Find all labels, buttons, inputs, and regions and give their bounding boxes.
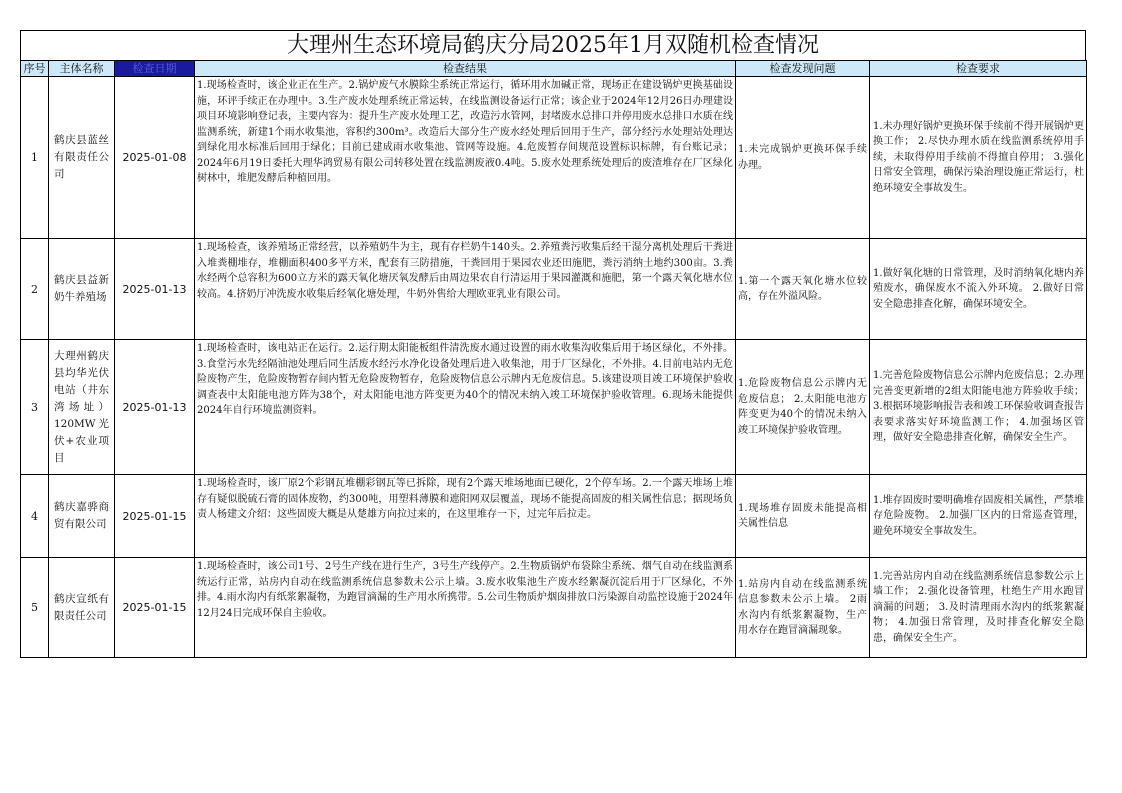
row-result: 1.现场检查时，该厂原2个彩钢瓦堆棚彩钢瓦等已拆除，现有2个露天堆场地面已硬化，2个停车场。2.一个露天堆场上堆存有疑似脱硫石膏的固体废物，约300吨，用塑料薄膜和遮阳网双层覆盖，现场不能提高固废的相关属性信息；据现场负责人杨建文介绍：这些固废大概是从楚雄方向拉过来的，在这里堆存一下，过完年后拉走。 [195,475,736,558]
table-row [21,239,1087,340]
row-issue: 1.未完成锅炉更换环保手续办理。 [736,77,870,239]
inspection-table [20,60,1087,658]
row-date: 2025-01-15 [115,475,195,558]
header-result: 检查结果 [195,61,736,77]
table-row [21,77,1087,239]
row-issue: 1.危险废物信息公示牌内无危废信息； 2.太阳能电池方阵变更为40个的情况未纳入竣工环境保护验收管理。 [736,340,870,475]
row-entity: 鹤庆县蓝丝有限责任公司 [49,77,115,239]
header-issue: 检查发现问题 [736,61,870,77]
header-date[interactable]: 检查日期 [115,61,195,77]
row-seq: 3 [21,340,49,475]
header-requirement: 检查要求 [870,61,1087,77]
row-requirement: 1.完善危险废物信息公示牌内危废信息；2.办理完善变更新增的2组太阳能电池方阵验收手续； 3.根据环境影响报告表和竣工环保验收调查报告表要求落实好环境监测工作； 4.加强场区管理，做好安全隐患排查化解，确保安全生产。 [870,340,1087,475]
table-row [21,558,1087,658]
row-result: 1.现场检查时，该公司1号、2号生产线在进行生产，3号生产线停产。2.生物质锅炉布袋除尘系统、烟气自动在线监测系统运行正常，站房内自动在线监测系统信息参数未公示上墙。3.废水收集池生产废水经絮凝沉淀后用于厂区绿化，不外排。4.雨水沟内有纸浆絮凝物，为跑冒滴漏的生产用水所携带。5.公司生物质炉烟囱排放口污染源自动监控设施于2024年12月24日完成环保自主验收。 [195,558,736,658]
row-requirement: 1.未办理好锅炉更换环保手续前不得开展锅炉更换工作； 2.尽快办理水质在线监测系统停用手续，未取得停用手续前不得擅自停用； 3.强化日常安全管理，确保污染治理设施正常运行，杜绝环境安全事故发生。 [870,77,1087,239]
row-date: 2025-01-08 [115,77,195,239]
table-header-row [21,61,1087,77]
table-row [21,475,1087,558]
row-seq: 1 [21,77,49,239]
row-requirement: 1.堆存固废时要明确堆存固废相关属性，严禁堆存危险废物。 2.加强厂区内的日常巡查管理，避免环境安全事故发生。 [870,475,1087,558]
row-entity: 鹤庆宣纸有限责任公司 [49,558,115,658]
row-seq: 2 [21,239,49,340]
table-row [21,340,1087,475]
page-title: 大理州生态环境局鹤庆分局2025年1月双随机检查情况 [20,30,1086,60]
row-date: 2025-01-13 [115,340,195,475]
header-seq: 序号 [21,61,49,77]
row-result: 1.现场检查，该养殖场正常经营，以养殖奶牛为主，现有存栏奶牛140头。2.养殖粪污收集后经干湿分离机处理后干粪进入堆粪棚堆存，堆棚面积400多平方米，配套有三防措施，干粪回用于果园农业还田施肥，粪污消纳土地约300亩。3.粪水经两个总容积为600立方米的露天氧化塘厌氧发酵后由周边果农自行清运用于果园灌溉和施肥，第一个露天氧化塘水位较高。4.挤奶厅冲洗废水收集后经氧化塘处理，牛奶外售给大理欧亚乳业有限公司。 [195,239,736,340]
inspection-sheet [20,30,1086,658]
row-issue: 1.现场堆存固废未能提高相关属性信息 [736,475,870,558]
row-requirement: 1.做好氧化塘的日常管理，及时消纳氧化塘内养殖废水，确保废水不流入外环境。 2.做好日常安全隐患排查化解，确保环境安全。 [870,239,1087,340]
row-date: 2025-01-15 [115,558,195,658]
row-issue: 1.第一个露天氧化塘水位较高，存在外溢风险。 [736,239,870,340]
row-issue: 1.站房内自动在线监测系统信息参数未公示上墙。 2雨水沟内有纸浆絮凝物，生产用水存在跑冒滴漏现象。 [736,558,870,658]
row-entity: 鹤庆县益新奶牛养殖场 [49,239,115,340]
row-requirement: 1.完善站房内自动在线监测系统信息参数公示上墙工作； 2.强化设备管理，杜绝生产用水跑冒滴漏的问题； 3.及时清理雨水沟内的纸浆絮凝物； 4.加强日常管理，及时排查化解安全隐患，确保安全生产。 [870,558,1087,658]
row-result: 1.现场检查时，该电站正在运行。2.运行期太阳能板组件清洗废水通过设置的雨水收集沟收集后用于场区绿化，不外排。3.食堂污水先经隔油池处理后同生活废水经污水净化设备处理后进入收集池，用于厂区绿化，不外排。4.目前电站内无危险废物产生，危险废物暂存间内暂无危险废物暂存，危险废物信息公示牌内无危废信息。5.该建设项目竣工环境保护验收调查表中太阳能电池方阵为38个，对太阳能电池方阵变更为40个的情况未纳入竣工环境保护验收管理。6.现场未能提供2024年自行环境监测资料。 [195,340,736,475]
row-seq: 4 [21,475,49,558]
row-date: 2025-01-13 [115,239,195,340]
row-seq: 5 [21,558,49,658]
row-entity: 大理州鹤庆县均华光伏电站（井东湾场址）120MW光伏+农业项目 [49,340,115,475]
row-entity: 鹤庆嘉骅商贸有限公司 [49,475,115,558]
header-entity: 主体名称 [49,61,115,77]
row-result: 1.现场检查时，该企业正在生产。2.锅炉废气水膜除尘系统正常运行，循环用水加碱正常，现场正在建设锅炉更换基础设施，环评手续正在办理中。3.生产废水处理系统正常运转，在线监测设备运行正常；该企业于2024年12月26日办理建设项目环境影响登记表，主要内容为：提升生产废水处理工艺，改造污水管网，封堵废水总排口并停用废水总排口水质在线监测系统，新建1个雨水收集池，容积约300m³。改造后大部分生产废水经处理后回用于生产，部分经污水处理站处理达到绿化用水标准后回用于绿化；目前已建成雨水收集池、管网等设施。4.危废暂存间规范设置标识标牌，有台账记录；2024年6月19日委托大理华鸿贸易有限公司转移处置在线监测废液0.4吨。5.废水处理系统处理后的废渣堆存在厂区绿化树林中，堆肥发酵后种植回用。 [195,77,736,239]
